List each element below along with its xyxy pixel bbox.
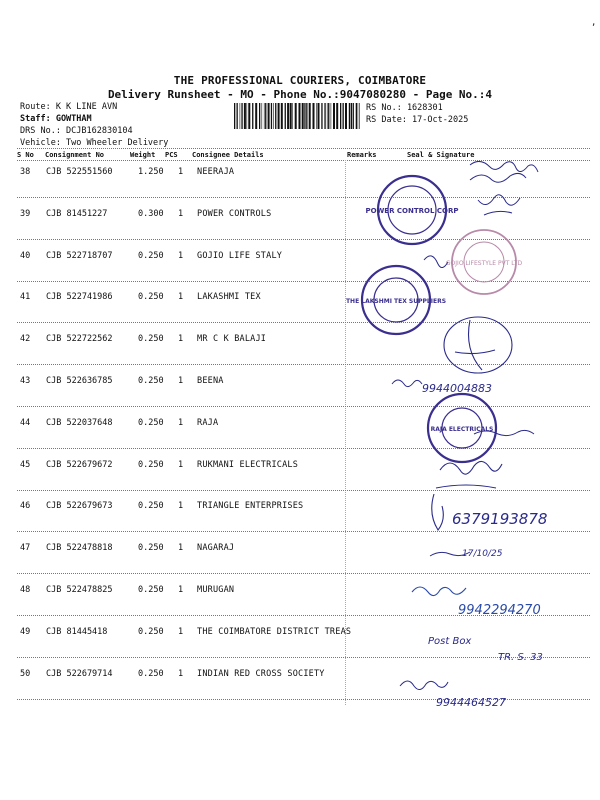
barcode [234, 103, 362, 129]
table-row [0, 627, 600, 641]
cell-weight: 0.250 [138, 334, 164, 344]
barcode-bar [313, 103, 315, 129]
barcode-bar [252, 103, 253, 129]
cell-consignment: CJB 522679673 [46, 501, 113, 511]
col-consignee: Consignee Details [192, 151, 264, 159]
barcode-bar [318, 103, 320, 129]
corner-mark-top: ‚ [591, 18, 597, 28]
cell-weight: 0.250 [138, 543, 164, 553]
barcode-bar [287, 103, 289, 129]
barcode-bar [327, 103, 328, 129]
table-row [0, 669, 600, 683]
handwritten-phone-48: 9942294270 [458, 603, 541, 618]
table-row [0, 167, 600, 181]
barcode-bar [328, 103, 329, 129]
table-row [0, 460, 600, 474]
stamp-raja-text: RAJA ELECTRICALS [430, 426, 494, 433]
barcode-bar [265, 103, 266, 129]
cell-pcs: 1 [178, 543, 184, 553]
cell-sno: 45 [20, 460, 31, 470]
barcode-bar [248, 103, 250, 129]
cell-weight: 0.250 [138, 376, 164, 386]
col-consignment: Consignment No [45, 151, 105, 159]
barcode-bar [273, 103, 274, 129]
cell-consignee: BEENA [197, 376, 224, 386]
barcode-bar [240, 103, 241, 129]
cell-pcs: 1 [178, 460, 184, 470]
cell-pcs: 1 [178, 251, 184, 261]
row-divider [17, 573, 590, 574]
cell-consignee: MURUGAN [197, 585, 235, 595]
barcode-bar [244, 103, 246, 129]
remarks-divider [345, 160, 346, 705]
barcode-bar [295, 103, 297, 129]
cell-consignment: CJB 522478825 [46, 585, 113, 595]
barcode-bar [285, 103, 286, 129]
barcode-bar [304, 103, 305, 129]
cell-consignment: CJB 81445418 [46, 627, 108, 637]
barcode-bar [281, 103, 283, 129]
barcode-bar [292, 103, 293, 129]
cell-weight: 0.250 [138, 460, 164, 470]
rs-number: RS No.: 1628301 [366, 103, 443, 113]
cell-consignee: RUKMANI ELECTRICALS [197, 460, 299, 470]
cell-consignment: CJB 522636785 [46, 376, 113, 386]
barcode-bar [358, 103, 359, 129]
cell-consignee: POWER CONTROLS [197, 209, 272, 219]
cell-sno: 39 [20, 209, 31, 219]
cell-sno: 43 [20, 376, 31, 386]
table-row [0, 585, 600, 599]
barcode-bar [241, 103, 242, 129]
cell-weight: 0.300 [138, 209, 164, 219]
col-weight: Weight [130, 151, 156, 159]
table-row [0, 418, 600, 432]
cell-consignment: CJB 522718707 [46, 251, 113, 261]
barcode-bar [234, 103, 235, 129]
handwritten-phone-46: 6379193878 [452, 510, 548, 528]
runsheet-subtitle: Delivery Runsheet - MO - Phone No.:9047080280 - Page No.:4 [107, 88, 493, 101]
row-divider [17, 197, 590, 198]
barcode-bar [321, 103, 322, 129]
barcode-bar [275, 103, 276, 129]
table-row [0, 251, 600, 265]
cell-pcs: 1 [178, 376, 184, 386]
cell-sno: 44 [20, 418, 31, 428]
route-label: Route: K K LINE AVN [20, 102, 118, 112]
table-row [0, 501, 600, 515]
handwritten-date-47: 17/10/25 [462, 549, 503, 559]
cell-weight: 0.250 [138, 292, 164, 302]
barcode-bar [255, 103, 257, 129]
cell-sno: 49 [20, 627, 31, 637]
cell-consignee: TRIANGLE ENTERPRISES [197, 501, 304, 511]
cell-pcs: 1 [178, 627, 184, 637]
drs-number: DRS No.: DCJB162830104 [20, 126, 133, 136]
barcode-bar [247, 103, 248, 129]
cell-weight: 0.250 [138, 669, 164, 679]
row-divider [17, 239, 590, 240]
row-divider [17, 406, 590, 407]
barcode-bar [278, 103, 280, 129]
row-divider [17, 531, 590, 532]
cell-consignment: CJB 522679672 [46, 460, 113, 470]
cell-consignment: CJB 522551560 [46, 167, 113, 177]
rs-date: RS Date: 17-Oct-2025 [366, 115, 469, 125]
barcode-bar [309, 103, 311, 129]
vehicle-label: Vehicle: Two Wheeler Delivery [20, 138, 169, 148]
cell-consignee: RAJA [197, 418, 219, 428]
barcode-bar [351, 103, 352, 129]
cell-weight: 1.250 [138, 167, 164, 177]
stamp-power-text: POWER CONTROL CORP [365, 207, 459, 215]
cell-sno: 41 [20, 292, 31, 302]
barcode-bar [324, 103, 325, 129]
cell-pcs: 1 [178, 585, 184, 595]
cell-weight: 0.250 [138, 418, 164, 428]
cell-pcs: 1 [178, 334, 184, 344]
handwritten-phone-43: 9944004883 [422, 382, 492, 395]
row-divider [17, 448, 590, 449]
cell-consignee: LAKASHMI TEX [197, 292, 261, 302]
barcode-bar [333, 103, 335, 129]
barcode-bar [336, 103, 338, 129]
cell-consignment: CJB 522478818 [46, 543, 113, 553]
handwritten-note-49b: TR. S. 33 [498, 652, 543, 663]
handwritten-phone-50: 9944464527 [436, 696, 506, 709]
cell-weight: 0.250 [138, 501, 164, 511]
barcode-bar [356, 103, 357, 129]
handwritten-note-49: Post Box [428, 636, 472, 647]
stamp-gojio-text: GOJIO LIFESTYLE PVT LTD [445, 260, 523, 267]
barcode-bar [331, 103, 332, 129]
cell-consignment: CJB 522037648 [46, 418, 113, 428]
col-remarks: Remarks [347, 151, 377, 159]
barcode-bar [299, 103, 301, 129]
cell-weight: 0.250 [138, 251, 164, 261]
cell-pcs: 1 [178, 209, 184, 219]
col-seal: Seal & Signature [407, 151, 475, 159]
barcode-bar [264, 103, 265, 129]
cell-pcs: 1 [178, 669, 184, 679]
row-divider [17, 615, 590, 616]
row-divider [17, 699, 590, 700]
barcode-bar [353, 103, 354, 129]
cell-pcs: 1 [178, 167, 184, 177]
cell-sno: 46 [20, 501, 31, 511]
barcode-bar [259, 103, 260, 129]
barcode-bar [306, 103, 307, 129]
stamp-lakshmi-text: THE LAKSHMI TEX SUPPLIERS [345, 298, 447, 305]
cell-consignment: CJB 522741986 [46, 292, 113, 302]
barcode-bar [290, 103, 292, 129]
barcode-bar [262, 103, 263, 129]
row-divider [17, 657, 590, 658]
col-sno: S No [17, 151, 34, 159]
barcode-bar [345, 103, 347, 129]
header-rule-bottom [17, 160, 590, 161]
barcode-bar [343, 103, 344, 129]
staff-label: Staff: GOWTHAM [20, 114, 92, 124]
cell-consignee: NEERAJA [197, 167, 235, 177]
cell-pcs: 1 [178, 292, 184, 302]
barcode-bar [237, 103, 238, 129]
cell-weight: 0.250 [138, 585, 164, 595]
barcode-bar [271, 103, 272, 129]
header-rule-top [17, 148, 590, 149]
table-row [0, 292, 600, 306]
row-divider [17, 281, 590, 282]
cell-sno: 42 [20, 334, 31, 344]
cell-weight: 0.250 [138, 627, 164, 637]
cell-pcs: 1 [178, 501, 184, 511]
company-title: THE PROFESSIONAL COURIERS, COIMBATORE [173, 74, 427, 87]
cell-pcs: 1 [178, 418, 184, 428]
cell-sno: 38 [20, 167, 31, 177]
row-divider [17, 364, 590, 365]
cell-consignee: GOJIO LIFE STALY [197, 251, 283, 261]
barcode-bar [359, 103, 360, 129]
col-pcs: PCS [165, 151, 178, 159]
cell-sno: 40 [20, 251, 31, 261]
barcode-bar [340, 103, 341, 129]
barcode-bar [316, 103, 317, 129]
cell-consignment: CJB 81451227 [46, 209, 108, 219]
table-row [0, 543, 600, 557]
cell-sno: 48 [20, 585, 31, 595]
cell-consignee: THE COIMBATORE DISTRICT TREAS [197, 627, 352, 637]
barcode-bar [349, 103, 350, 129]
row-divider [17, 322, 590, 323]
barcode-bar [268, 103, 270, 129]
cell-consignee: INDIAN RED CROSS SOCIETY [197, 669, 325, 679]
cell-consignment: CJB 522722562 [46, 334, 113, 344]
cell-consignee: MR C K BALAJI [197, 334, 267, 344]
cell-consignee: NAGARAJ [197, 543, 235, 553]
table-row [0, 209, 600, 223]
table-row [0, 334, 600, 348]
cell-sno: 50 [20, 669, 31, 679]
cell-consignment: CJB 522679714 [46, 669, 113, 679]
row-divider [17, 490, 590, 491]
table-row [0, 376, 600, 390]
cell-sno: 47 [20, 543, 31, 553]
barcode-bar [302, 103, 304, 129]
